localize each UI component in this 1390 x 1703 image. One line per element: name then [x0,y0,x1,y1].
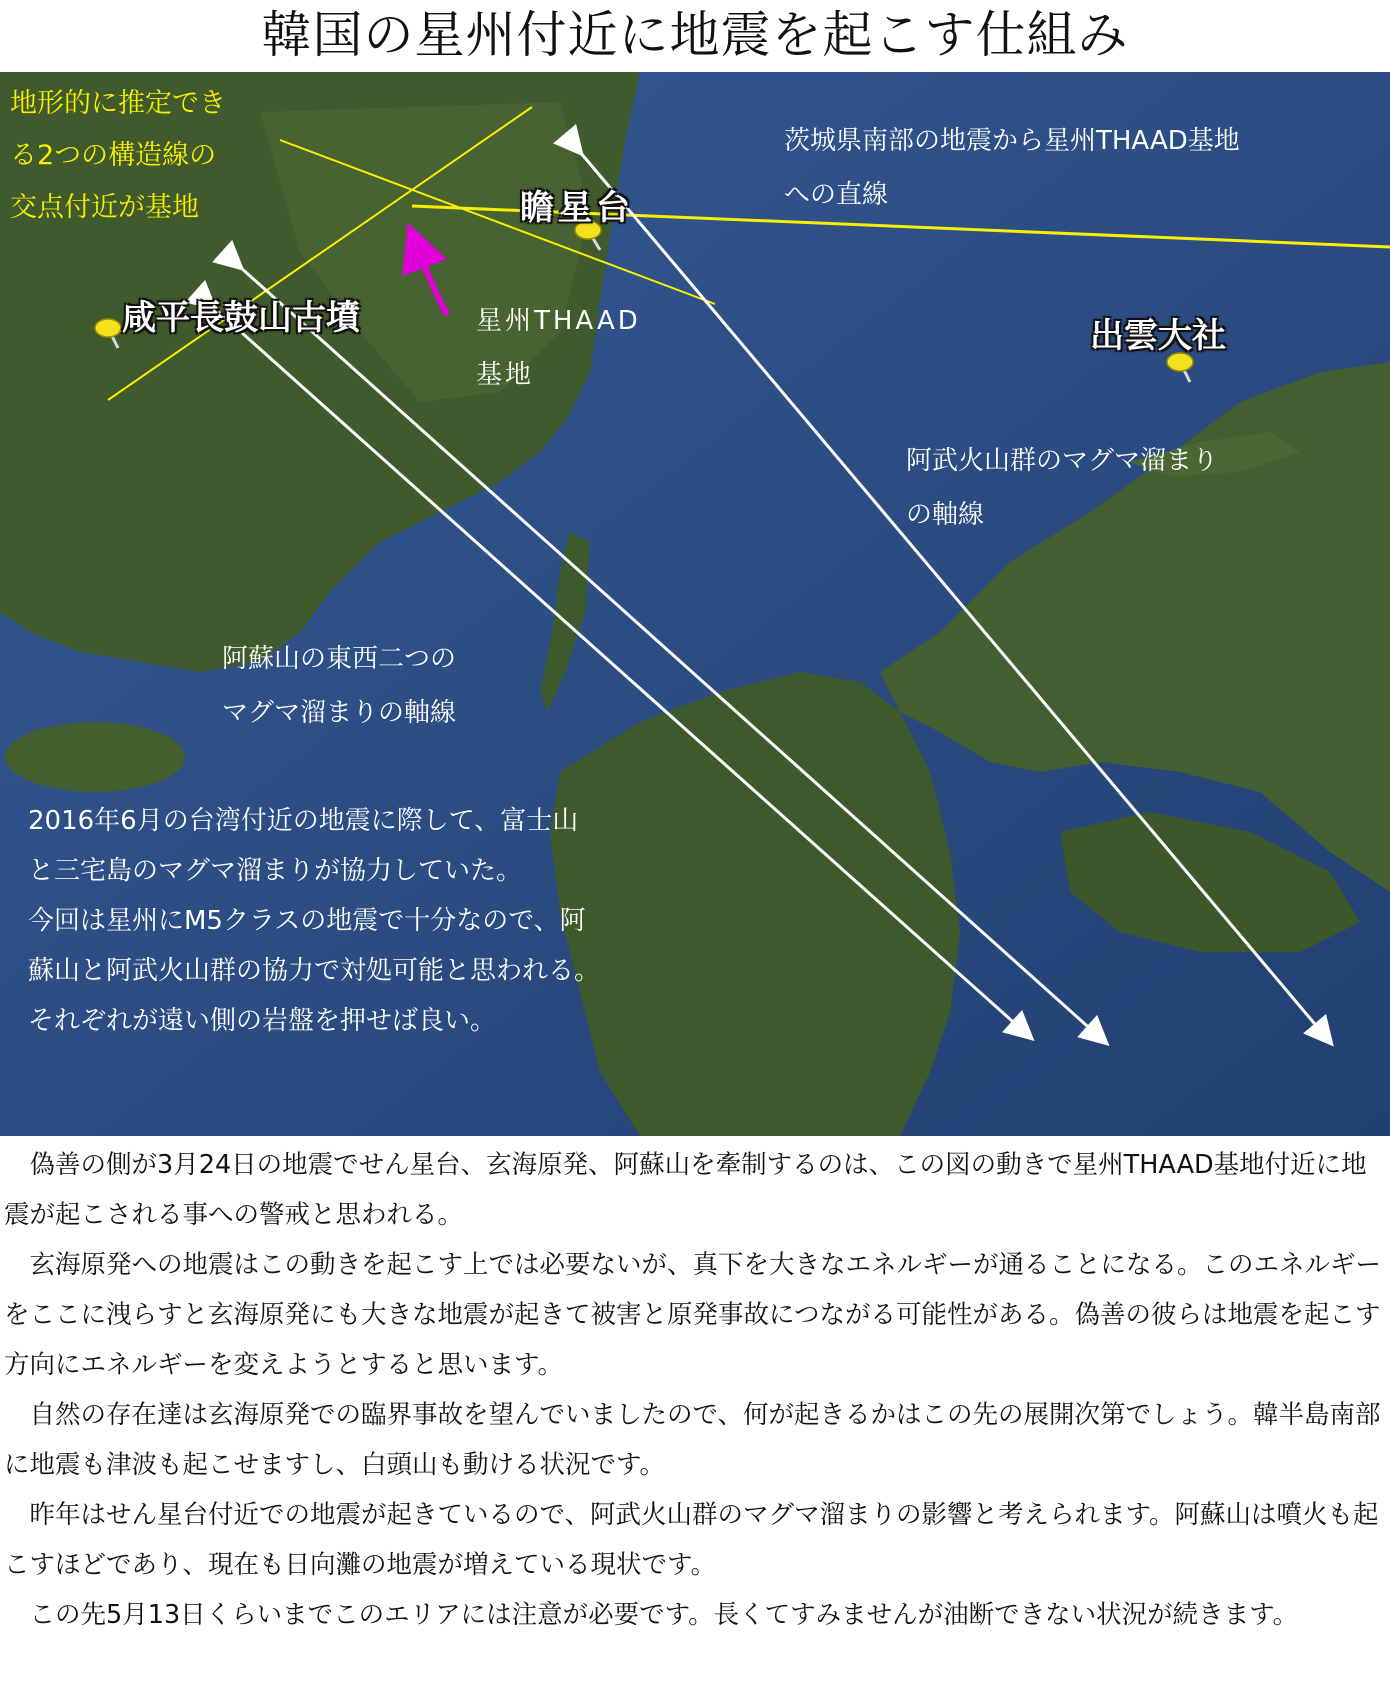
note-line: 茨城県南部の地震から星州THAAD基地 [784,126,1240,156]
note-line: 2016年6月の台湾付近の地震に際して、富士山 [28,806,579,836]
paragraph: 玄海原発への地震はこの動きを起こす上では必要ないが、真下を大きなエネルギーが通ることになる。このエネルギーをここに洩らすと玄海原発にも大きな地震が起きて被害と原発事故につながる可能性がある。偽善の彼らは地震を起こす方向にエネルギーを変えようとすると思います。 [4,1250,1382,1380]
satellite-map [0,72,1390,1136]
ibaraki-line-note [784,114,1240,222]
place-label-hampyeong: 咸平長鼓山古墳 [122,298,360,338]
note-line: の軸線 [906,500,985,530]
paragraph: 偽善の側が3月24日の地震でせん星台、玄海原発、阿蘇山を牽制するのは、この図の動きで星州THAAD基地付近に地震が起こされる事への警戒と思われる。 [4,1150,1367,1230]
taiwan-earthquake-note [28,796,600,1046]
thaad-base-note [476,294,641,402]
note-line: 阿武火山群のマグマ溜まり [906,446,1219,476]
kyushu-island [550,672,960,1136]
abu-axis-note [906,434,1218,542]
note-line: 阿蘇山の東西二つの [222,644,457,674]
jeju-island [5,722,185,792]
structure-lines-note [10,78,226,234]
note-line: 地形的に推定でき [10,88,226,119]
page-title: 韓国の星州付近に地震を起こす仕組み [261,6,1129,64]
place-label-izumo: 出雲大社 [1090,316,1226,356]
place-label-chomseongdae: 瞻星台 [520,188,634,228]
article-body [4,1140,1388,1640]
note-line: 今回は星州にM5クラスの地震で十分なので、阿 [28,906,586,936]
note-line: 星州THAAD [476,306,641,336]
paragraph: この先5月13日くらいまでこのエリアには注意が必要です。長くてすみませんが油断できない状況が続きます。 [4,1600,1299,1630]
note-line: 蘇山と阿武火山群の協力で対処可能と思われる。 [28,956,601,986]
note-line: それぞれが遠い側の岩盤を押せば良い。 [28,1006,497,1036]
note-line: る2つの構造線の [10,140,217,171]
note-line: への直線 [784,180,889,210]
aso-axis-note [222,632,456,740]
paragraph: 自然の存在達は玄海原発での臨界事故を望んでいましたので、何が起きるかはこの先の展開次第でしょう。韓半島南部に地震も津波も起こせますし、白頭山も動ける状況です。 [4,1400,1381,1480]
note-line: マグマ溜まりの軸線 [222,698,457,728]
note-line: 基地 [476,360,535,390]
note-line: と三宅島のマグマ溜まりが協力していた。 [28,856,523,886]
note-line: 交点付近が基地 [10,192,199,223]
paragraph: 昨年はせん星台付近での地震が起きているので、阿武火山群のマグマ溜まりの影響と考えられます。阿蘇山は噴火も起こすほどであり、現在も日向灘の地震が増えている現状です。 [4,1500,1379,1580]
